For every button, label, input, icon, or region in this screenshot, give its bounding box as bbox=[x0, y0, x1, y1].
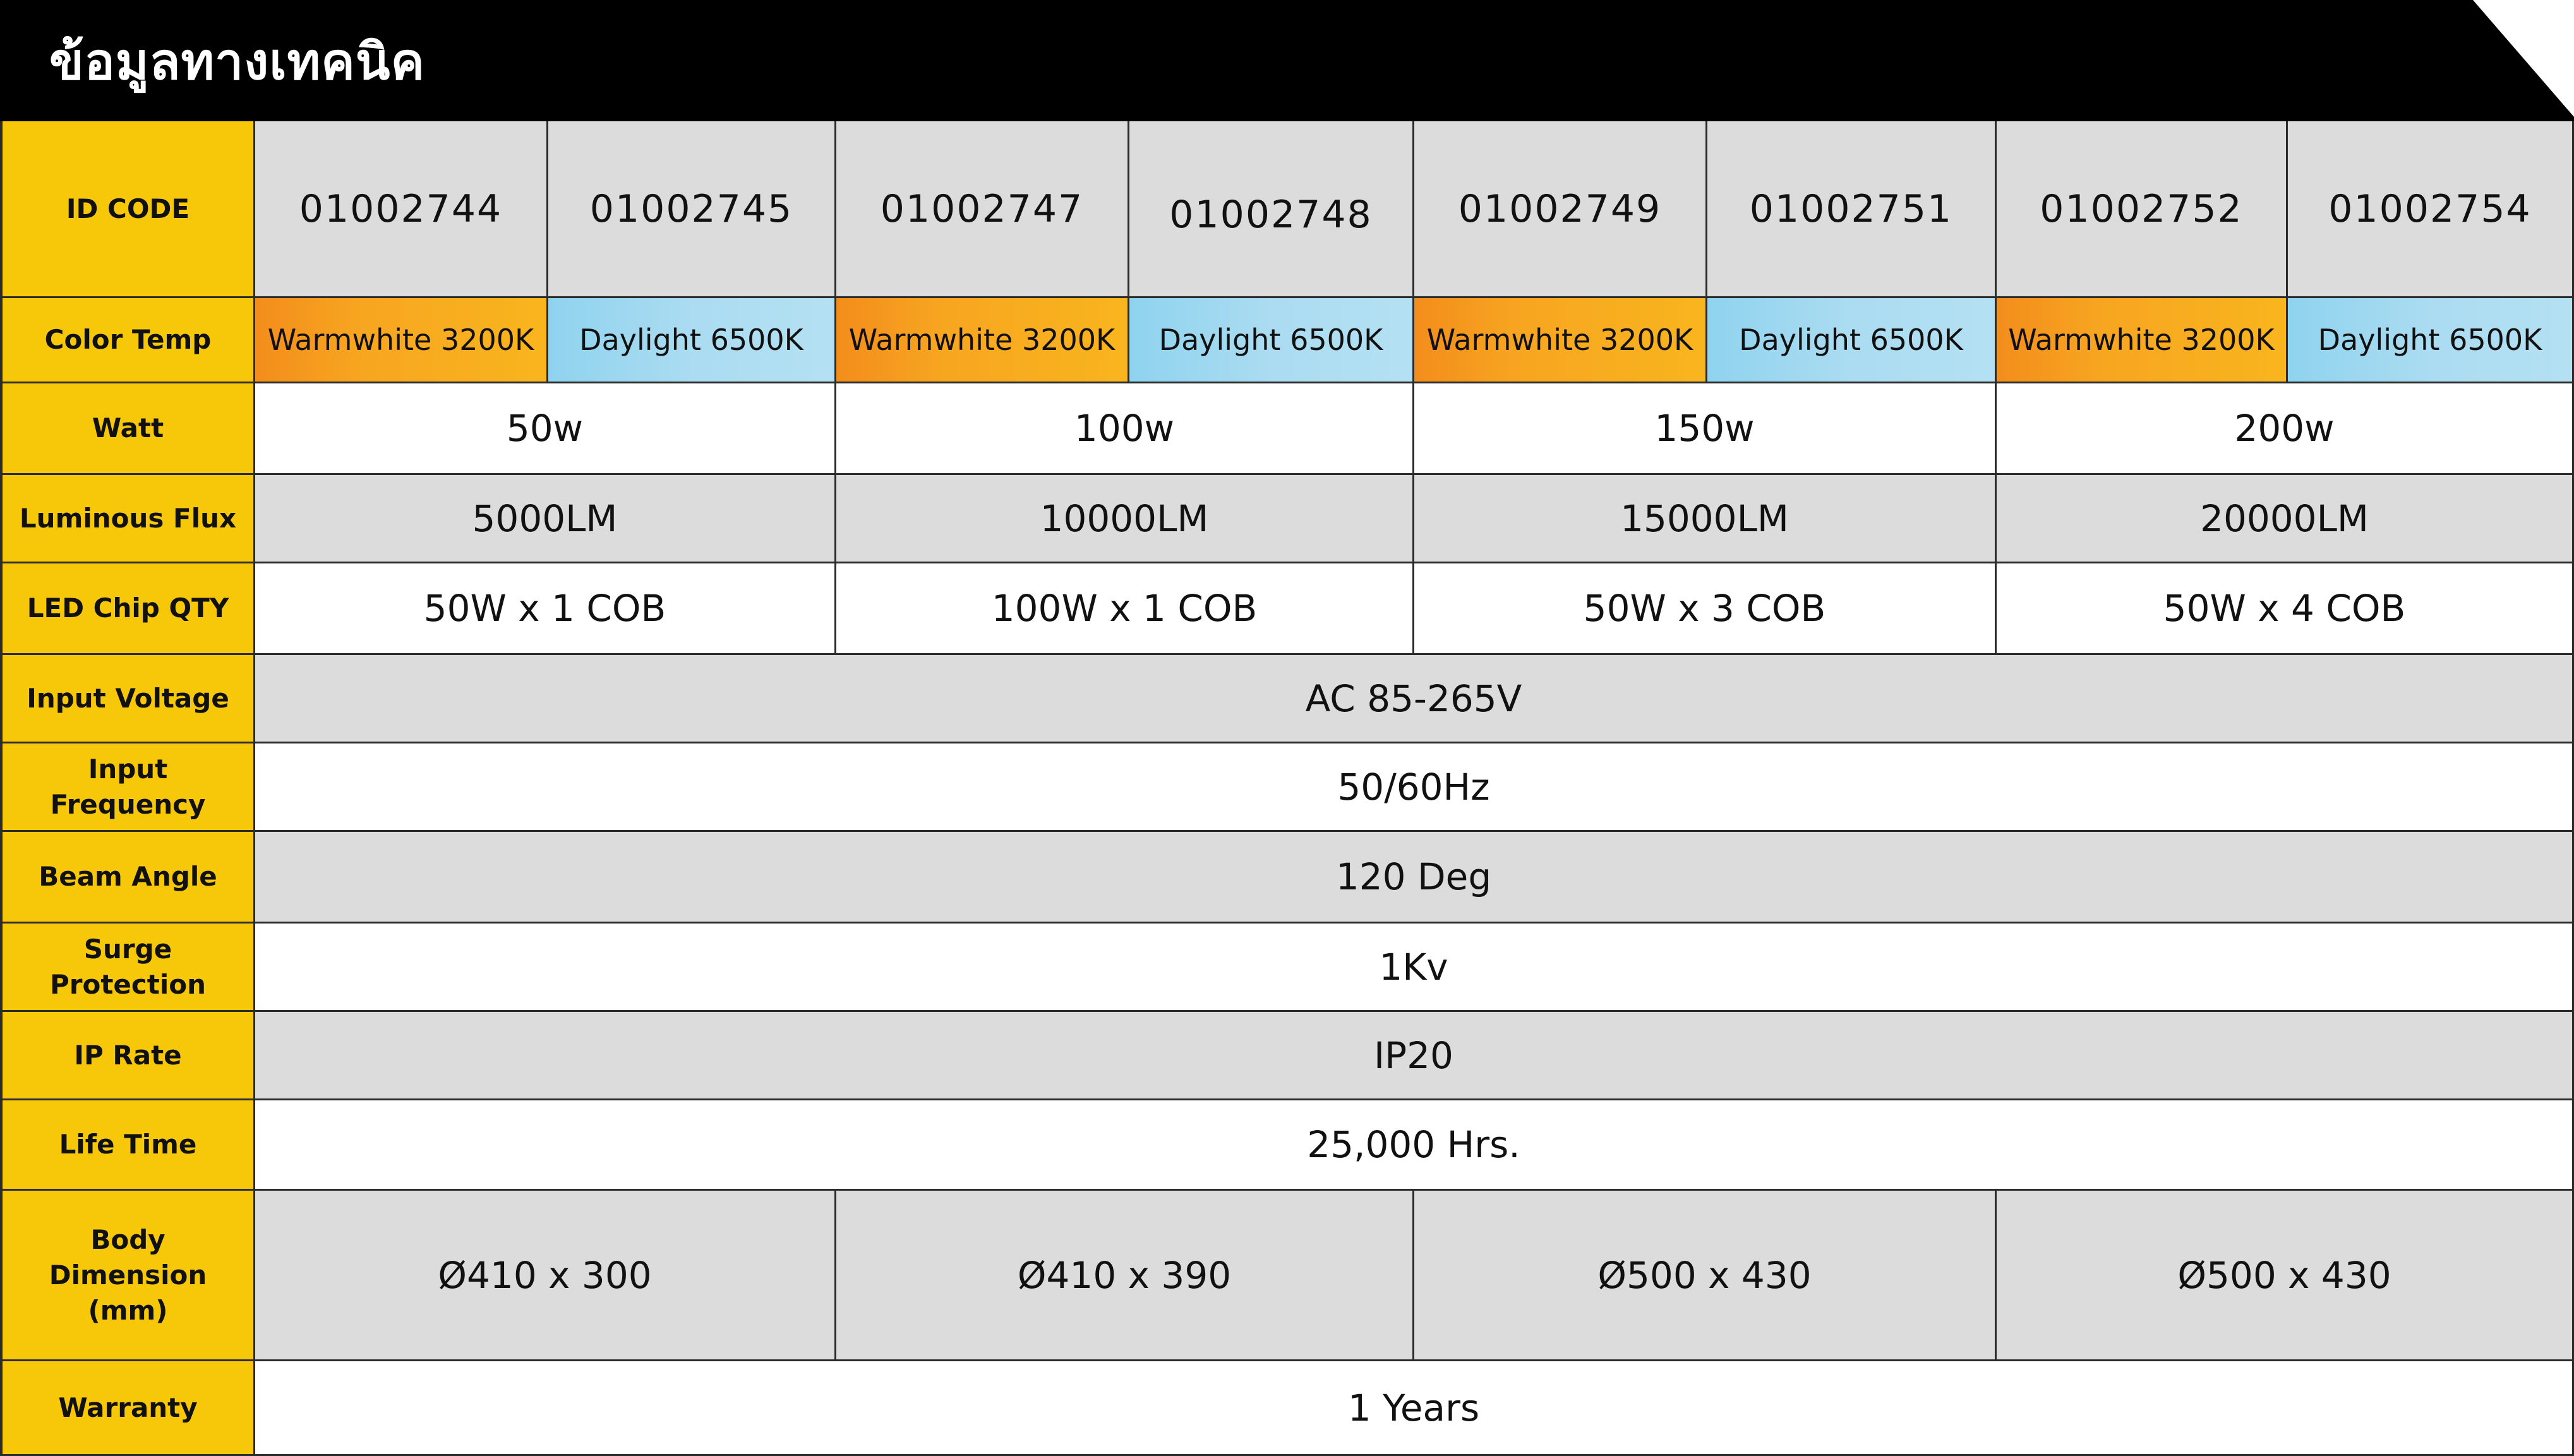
row-label-watt: Watt bbox=[0, 383, 255, 475]
id-code-cell: 01002748 bbox=[1129, 121, 1414, 298]
id-code-cell: 01002747 bbox=[836, 121, 1129, 298]
watt-value: 50w bbox=[255, 383, 836, 475]
row-label-body-dimension bbox=[0, 1191, 255, 1361]
luminous-flux-value: 20000LM bbox=[1997, 475, 2574, 563]
row-label-led-chip-qty: LED Chip QTY bbox=[0, 563, 255, 655]
color-temp-warm-cell: Warmwhite 3200K bbox=[1414, 298, 1707, 383]
body-dimension-label: Body Dimension bbox=[49, 1224, 207, 1291]
color-temp-daylight-cell: Daylight 6500K bbox=[2288, 298, 2574, 383]
color-temp-warm-cell: Warmwhite 3200K bbox=[255, 298, 548, 383]
row-label-ip-rate: IP Rate bbox=[0, 1012, 255, 1100]
row-label-warranty: Warranty bbox=[0, 1361, 255, 1456]
id-code-cell: 01002749 bbox=[1414, 121, 1707, 298]
body-dimension-unit: (mm) bbox=[88, 1294, 168, 1326]
row-label-life-time: Life Time bbox=[0, 1100, 255, 1191]
warranty-value: 1 Years bbox=[255, 1361, 2574, 1456]
surge-protection-value: 1Kv bbox=[255, 924, 2574, 1012]
body-dimension-value: Ø500 x 430 bbox=[1997, 1191, 2574, 1361]
color-temp-daylight-cell: Daylight 6500K bbox=[1707, 298, 1997, 383]
led-chip-qty-value: 50W x 1 COB bbox=[255, 563, 836, 655]
luminous-flux-value: 15000LM bbox=[1414, 475, 1997, 563]
row-label-input-frequency: Input Frequency bbox=[0, 743, 255, 832]
row-label-input-voltage: Input Voltage bbox=[0, 655, 255, 743]
section-header bbox=[0, 0, 2574, 121]
id-code-cell: 01002754 bbox=[2288, 121, 2574, 298]
led-chip-qty-value: 50W x 4 COB bbox=[1997, 563, 2574, 655]
id-code-cell: 01002745 bbox=[548, 121, 836, 298]
luminous-flux-value: 10000LM bbox=[836, 475, 1414, 563]
color-temp-warm-cell: Warmwhite 3200K bbox=[836, 298, 1129, 383]
life-time-value: 25,000 Hrs. bbox=[255, 1100, 2574, 1191]
ip-rate-value: IP20 bbox=[255, 1012, 2574, 1100]
page-title: ข้อมูลทางเทคนิค bbox=[49, 32, 426, 91]
led-chip-qty-value: 50W x 3 COB bbox=[1414, 563, 1997, 655]
watt-value: 100w bbox=[836, 383, 1414, 475]
beam-angle-value: 120 Deg bbox=[255, 832, 2574, 924]
luminous-flux-value: 5000LM bbox=[255, 475, 836, 563]
watt-value: 200w bbox=[1997, 383, 2574, 475]
led-chip-qty-value: 100W x 1 COB bbox=[836, 563, 1414, 655]
body-dimension-value: Ø410 x 300 bbox=[255, 1191, 836, 1361]
row-label-luminous-flux: Luminous Flux bbox=[0, 475, 255, 563]
watt-value: 150w bbox=[1414, 383, 1997, 475]
row-label-surge-protection: Surge Protection bbox=[0, 924, 255, 1012]
color-temp-warm-cell: Warmwhite 3200K bbox=[1997, 298, 2288, 383]
row-label-beam-angle: Beam Angle bbox=[0, 832, 255, 924]
body-dimension-value: Ø500 x 430 bbox=[1414, 1191, 1997, 1361]
spec-table bbox=[0, 121, 2574, 1456]
color-temp-daylight-cell: Daylight 6500K bbox=[548, 298, 836, 383]
id-code-cell: 01002751 bbox=[1707, 121, 1997, 298]
input-voltage-value: AC 85-265V bbox=[255, 655, 2574, 743]
row-label-color-temp: Color Temp bbox=[0, 298, 255, 383]
row-label-id-code: ID CODE bbox=[0, 121, 255, 298]
body-dimension-value: Ø410 x 390 bbox=[836, 1191, 1414, 1361]
color-temp-daylight-cell: Daylight 6500K bbox=[1129, 298, 1414, 383]
input-frequency-value: 50/60Hz bbox=[255, 743, 2574, 832]
id-code-cell: 01002752 bbox=[1997, 121, 2288, 298]
id-code-cell: 01002744 bbox=[255, 121, 548, 298]
